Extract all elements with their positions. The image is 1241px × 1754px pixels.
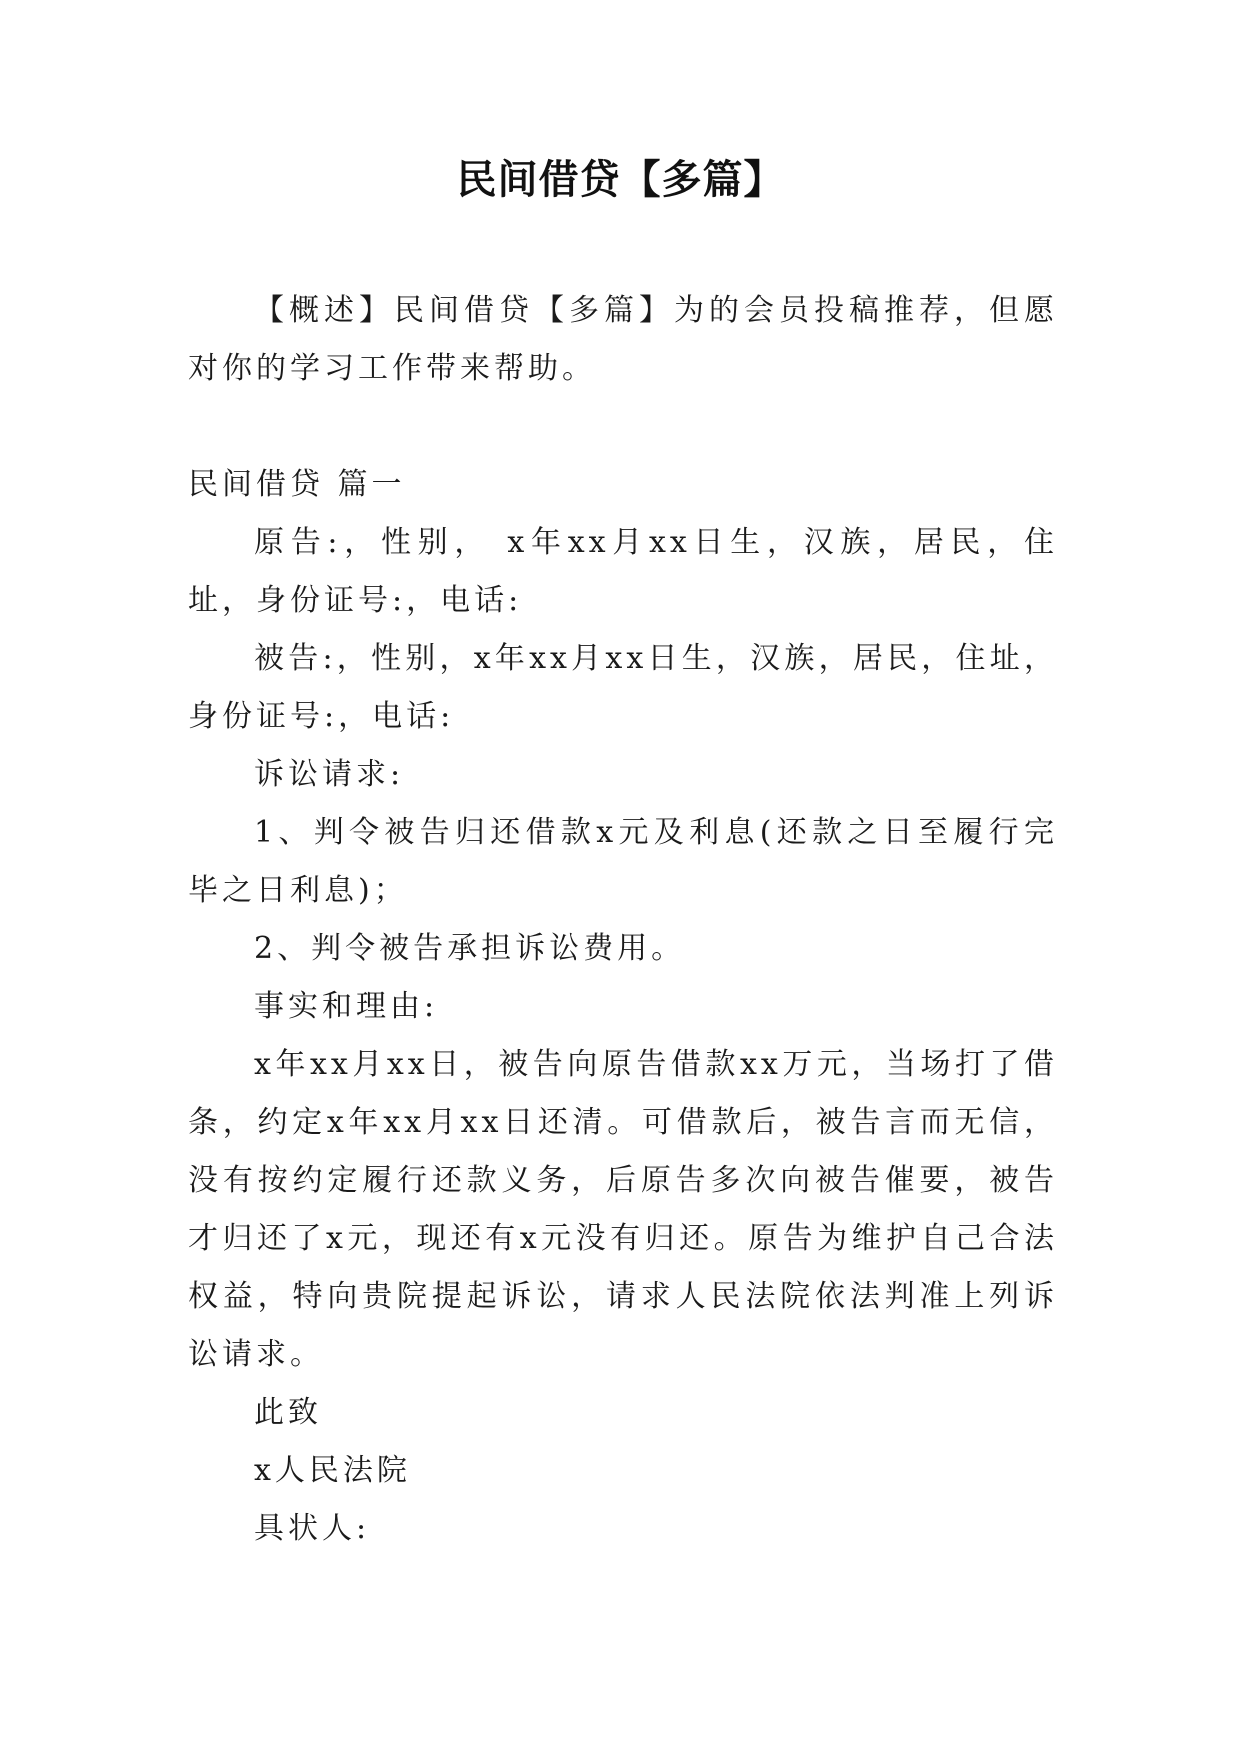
paragraph-spacer xyxy=(188,398,1058,456)
facts-paragraph: x年xx月xx日，被告向原告借款xx万元，当场打了借条，约定x年xx月xx日还清。可借款后，被告言而无信，没有按约定履行还款义务，后原告多次向被告催要，被告才归还了x元，现还有x元没有归还。原告为维护自己合法权益，特向贵院提起诉讼，请求人民法院依法判准上列诉讼请求。 xyxy=(188,1047,1058,1372)
document-body xyxy=(188,282,1058,1558)
claim-item-1: 1、判令被告归还借款x元及利息(还款之日至履行完毕之日利息)； xyxy=(188,815,1058,908)
signer-line: 具状人: xyxy=(254,1511,371,1546)
facts-heading: 事实和理由: xyxy=(254,989,439,1024)
court-name: x人民法院 xyxy=(254,1453,411,1488)
claim-item-2: 2、判令被告承担诉讼费用。 xyxy=(254,931,686,966)
defendant-paragraph: 被告:，性别，x年xx月xx日生，汉族，居民，住址，身份证号:，电话: xyxy=(188,641,1058,734)
claims-heading: 诉讼请求: xyxy=(254,757,405,792)
section-heading: 民间借贷 篇一 xyxy=(188,467,406,502)
closing-line: 此致 xyxy=(254,1395,322,1430)
document-title: 民间借贷【多篇】 xyxy=(456,157,785,203)
summary-paragraph: 【概述】民间借贷【多篇】为的会员投稿推荐，但愿对你的学习工作带来帮助。 xyxy=(188,293,1058,386)
plaintiff-paragraph: 原告:，性别， x年xx月xx日生，汉族，居民，住址，身份证号:，电话: xyxy=(188,525,1058,618)
